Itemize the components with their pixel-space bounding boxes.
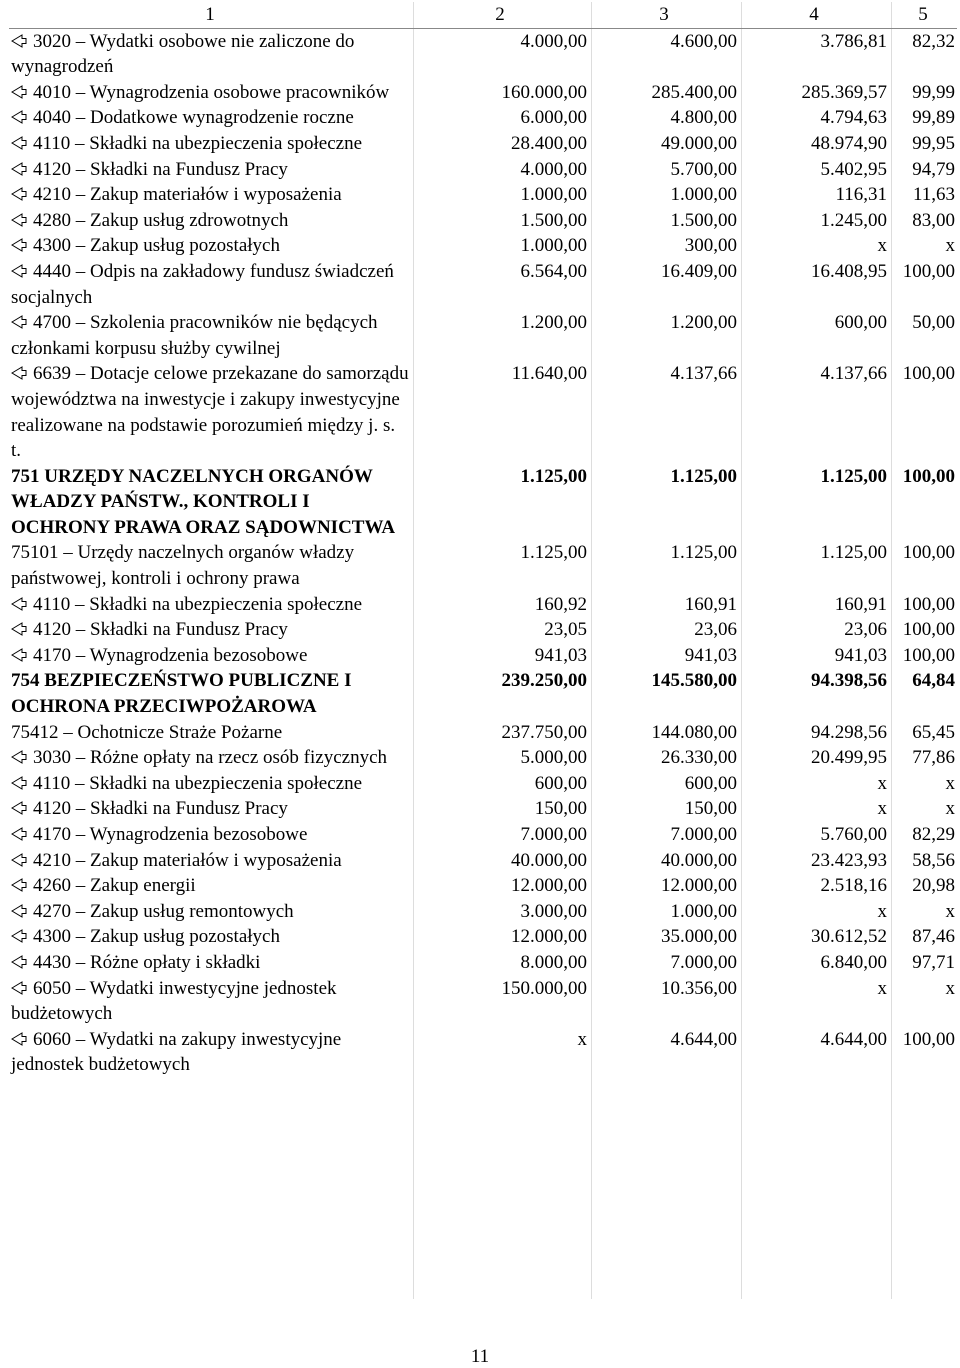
table-row bbox=[9, 28, 957, 80]
value-cell-c2: 600,00 bbox=[534, 772, 587, 794]
row-label-cell bbox=[9, 924, 411, 950]
arrow-bullet-icon bbox=[11, 981, 27, 995]
value-cell-c5: 99,89 bbox=[912, 107, 955, 129]
value-cell-c4: 1.125,00 bbox=[820, 542, 887, 564]
row-label: 6639 – Dotacje celowe przekazane do samorządu województwa na inwestycje i zakupy inwestycyjne realizowane na podstawie porozumień między j. s. t. bbox=[11, 363, 409, 462]
row-label: 4040 – Dodatkowe wynagrodzenie roczne bbox=[33, 107, 354, 129]
row-label-cell bbox=[9, 643, 411, 669]
value-cell-c5: 100,00 bbox=[902, 465, 955, 487]
arrow-bullet-icon bbox=[11, 187, 27, 201]
header-cell: 1 bbox=[9, 2, 411, 28]
value-cell-c2: 1.125,00 bbox=[520, 465, 587, 487]
row-label-cell bbox=[9, 259, 411, 310]
arrow-bullet-icon bbox=[11, 315, 27, 329]
table-row bbox=[9, 182, 957, 208]
value-cell-c3: 1.500,00 bbox=[670, 209, 737, 231]
value-cell-c4: 48.974,90 bbox=[811, 132, 887, 154]
value-cell-c4: 94.298,56 bbox=[811, 721, 887, 743]
table-row bbox=[9, 208, 957, 234]
row-label-cell bbox=[9, 668, 411, 719]
value-cell-c3: 4.800,00 bbox=[670, 107, 737, 129]
row-label: 754 BEZPIECZEŃSTWO PUBLICZNE I OCHRONA PRZECIWPOŻAROWA bbox=[11, 670, 352, 718]
row-label: 4280 – Zakup usług zdrowotnych bbox=[33, 209, 289, 231]
row-label-cell bbox=[9, 28, 411, 80]
value-cell-c2: 3.000,00 bbox=[520, 900, 587, 922]
row-label-cell bbox=[9, 822, 411, 848]
row-label-cell bbox=[9, 540, 411, 591]
arrow-bullet-icon bbox=[11, 929, 27, 943]
arrow-bullet-icon bbox=[11, 597, 27, 611]
value-cell-c4: x bbox=[877, 977, 887, 999]
value-cell-c2: 160.000,00 bbox=[501, 81, 587, 103]
value-cell-c4: 4.137,66 bbox=[820, 363, 887, 385]
row-label: 3020 – Wydatki osobowe nie zaliczone do wynagrodzeń bbox=[11, 30, 355, 78]
row-label: 4110 – Składki na ubezpieczenia społeczne bbox=[33, 772, 363, 794]
row-label-cell bbox=[9, 848, 411, 874]
value-cell-c5: 58,56 bbox=[912, 849, 955, 871]
value-cell-c4: 941,03 bbox=[834, 644, 887, 666]
row-label-cell bbox=[9, 182, 411, 208]
row-label: 4300 – Zakup usług pozostałych bbox=[33, 926, 280, 948]
table-row bbox=[9, 361, 957, 463]
value-cell-c4: x bbox=[877, 772, 887, 794]
value-cell-c3: 40.000,00 bbox=[661, 849, 737, 871]
row-label-cell bbox=[9, 157, 411, 183]
arrow-bullet-icon bbox=[11, 213, 27, 227]
value-cell-c3: 1.125,00 bbox=[670, 542, 737, 564]
table-row bbox=[9, 848, 957, 874]
table-row bbox=[9, 131, 957, 157]
value-cell-c2: 150,00 bbox=[534, 798, 587, 820]
table-row bbox=[9, 233, 957, 259]
table-row bbox=[9, 924, 957, 950]
value-cell-c5: 100,00 bbox=[902, 1028, 955, 1050]
arrow-bullet-icon bbox=[11, 801, 27, 815]
row-label: 4110 – Składki na ubezpieczenia społeczne bbox=[33, 593, 363, 615]
arrow-bullet-icon bbox=[11, 648, 27, 662]
value-cell-c4: 16.408,95 bbox=[811, 260, 887, 282]
value-cell-c2: 150.000,00 bbox=[501, 977, 587, 999]
value-cell-c5: 65,45 bbox=[912, 721, 955, 743]
table-row bbox=[9, 80, 957, 106]
value-cell-c3: 7.000,00 bbox=[670, 824, 737, 845]
value-cell-c5: 82,32 bbox=[912, 30, 955, 52]
value-cell-c3: 49.000,00 bbox=[661, 132, 737, 154]
row-label: 4440 – Odpis na zakładowy fundusz świadczeń socjalnych bbox=[11, 260, 394, 308]
value-cell-c3: 5.700,00 bbox=[670, 158, 737, 180]
row-label: 4430 – Różne opłaty i składki bbox=[33, 951, 261, 973]
value-cell-c4: 23,06 bbox=[844, 619, 887, 641]
row-label-cell bbox=[9, 1027, 411, 1078]
row-label: 4010 – Wynagrodzenia osobowe pracowników bbox=[33, 81, 390, 103]
row-label: 751 URZĘDY NACZELNYCH ORGANÓW WŁADZY PAŃSTW., KONTROLI I OCHRONY PRAWA ORAZ SĄDOWNICTWA bbox=[11, 465, 396, 538]
arrow-bullet-icon bbox=[11, 776, 27, 790]
value-cell-c5: 83,00 bbox=[912, 209, 955, 231]
table-row bbox=[9, 105, 957, 131]
value-cell-c4: 3.786,81 bbox=[820, 30, 887, 52]
value-cell-c3: 1.000,00 bbox=[670, 184, 737, 206]
value-cell-c3: 150,00 bbox=[684, 798, 737, 820]
value-cell-c3: 4.644,00 bbox=[670, 1028, 737, 1050]
row-label-cell bbox=[9, 105, 411, 131]
value-cell-c3: 10.356,00 bbox=[661, 977, 737, 999]
value-cell-c4: 94.398,56 bbox=[811, 670, 887, 692]
value-cell-c4: 285.369,57 bbox=[801, 81, 887, 103]
value-cell-c4: 1.245,00 bbox=[820, 209, 887, 231]
value-cell-c3: 1.125,00 bbox=[670, 465, 737, 487]
table-row bbox=[9, 796, 957, 822]
value-cell-c5: 99,95 bbox=[912, 132, 955, 154]
table-row bbox=[9, 668, 957, 719]
row-label-cell bbox=[9, 592, 411, 618]
value-cell-c3: 35.000,00 bbox=[661, 926, 737, 948]
value-cell-c5: 11,63 bbox=[912, 184, 955, 206]
value-cell-c5: 99,99 bbox=[912, 81, 955, 103]
value-cell-c3: 285.400,00 bbox=[651, 81, 737, 103]
value-cell-c5: 64,84 bbox=[912, 670, 955, 692]
table-row bbox=[9, 592, 957, 618]
value-cell-c4: x bbox=[877, 798, 887, 820]
arrow-bullet-icon bbox=[11, 622, 27, 636]
value-cell-c5: 100,00 bbox=[902, 644, 955, 666]
value-cell-c4: 23.423,93 bbox=[811, 849, 887, 871]
value-cell-c4: 6.840,00 bbox=[820, 951, 887, 973]
table-row bbox=[9, 950, 957, 976]
value-cell-c4: 4.644,00 bbox=[820, 1028, 887, 1050]
table-row bbox=[9, 617, 957, 643]
page-number: 11 bbox=[470, 1346, 490, 1367]
row-label-cell bbox=[9, 80, 411, 106]
value-cell-c2: 1.500,00 bbox=[520, 209, 587, 231]
table-row bbox=[9, 745, 957, 771]
value-cell-c5: 100,00 bbox=[902, 260, 955, 282]
value-cell-c4: 30.612,52 bbox=[811, 926, 887, 948]
table-row bbox=[9, 720, 957, 746]
row-label: 6050 – Wydatki inwestycyjne jednostek budżetowych bbox=[11, 977, 337, 1025]
row-label: 4120 – Składki na Fundusz Pracy bbox=[33, 619, 288, 641]
arrow-bullet-icon bbox=[11, 264, 27, 278]
value-cell-c4: 20.499,95 bbox=[811, 747, 887, 769]
header-row bbox=[9, 2, 957, 28]
value-cell-c3: 1.000,00 bbox=[670, 900, 737, 922]
value-cell-c5: x bbox=[945, 235, 955, 257]
row-label: 4170 – Wynagrodzenia bezosobowe bbox=[33, 644, 308, 666]
table-row bbox=[9, 310, 957, 361]
value-cell-c4: 4.794,63 bbox=[820, 107, 887, 129]
value-cell-c3: 4.137,66 bbox=[670, 363, 737, 385]
table-row bbox=[9, 899, 957, 925]
value-cell-c3: 300,00 bbox=[684, 235, 737, 257]
value-cell-c3: 12.000,00 bbox=[661, 875, 737, 897]
table-row bbox=[9, 976, 957, 1027]
value-cell-c2: 28.400,00 bbox=[511, 132, 587, 154]
value-cell-c5: 50,00 bbox=[912, 312, 955, 334]
row-label-cell bbox=[9, 617, 411, 643]
row-label-cell bbox=[9, 233, 411, 259]
value-cell-c2: 4.000,00 bbox=[520, 158, 587, 180]
value-cell-c4: 2.518,16 bbox=[820, 875, 887, 897]
row-label: 4110 – Składki na ubezpieczenia społeczne bbox=[33, 132, 363, 154]
value-cell-c3: 600,00 bbox=[684, 772, 737, 794]
row-label-cell bbox=[9, 976, 411, 1027]
row-label: 4120 – Składki na Fundusz Pracy bbox=[33, 798, 288, 820]
value-cell-c4: 1.125,00 bbox=[820, 465, 887, 487]
table-row bbox=[9, 259, 957, 310]
value-cell-c2: 11.640,00 bbox=[511, 363, 587, 385]
row-label: 4260 – Zakup energii bbox=[33, 875, 196, 897]
value-cell-c4: 5.760,00 bbox=[820, 824, 887, 845]
value-cell-c2: 8.000,00 bbox=[520, 951, 587, 973]
row-label-cell bbox=[9, 208, 411, 234]
arrow-bullet-icon bbox=[11, 366, 27, 380]
value-cell-c5: 97,71 bbox=[912, 951, 955, 973]
value-cell-c3: 160,91 bbox=[684, 593, 737, 615]
row-label: 4300 – Zakup usług pozostałych bbox=[33, 235, 280, 257]
row-label-cell bbox=[9, 310, 411, 361]
value-cell-c2: 23,05 bbox=[544, 619, 587, 641]
value-cell-c5: x bbox=[945, 900, 955, 922]
table-row bbox=[9, 771, 957, 797]
row-label-cell bbox=[9, 950, 411, 976]
table-row bbox=[9, 822, 957, 848]
value-cell-c2: 7.000,00 bbox=[520, 824, 587, 845]
header-cell: 5 bbox=[889, 2, 957, 28]
value-cell-c4: 116,31 bbox=[835, 184, 887, 206]
value-cell-c2: 239.250,00 bbox=[501, 670, 587, 692]
table-row bbox=[9, 643, 957, 669]
value-cell-c5: x bbox=[945, 772, 955, 794]
header-cell: 2 bbox=[411, 2, 589, 28]
row-label: 4210 – Zakup materiałów i wyposażenia bbox=[33, 849, 342, 871]
header-cell: 3 bbox=[589, 2, 739, 28]
arrow-bullet-icon bbox=[11, 238, 27, 252]
value-cell-c2: 1.200,00 bbox=[520, 312, 587, 334]
row-label-cell bbox=[9, 899, 411, 925]
value-cell-c3: 4.600,00 bbox=[670, 30, 737, 52]
value-cell-c5: 82,29 bbox=[912, 824, 955, 845]
row-label-cell bbox=[9, 771, 411, 797]
arrow-bullet-icon bbox=[11, 853, 27, 867]
value-cell-c3: 145.580,00 bbox=[651, 670, 737, 692]
value-cell-c2: 6.564,00 bbox=[520, 260, 587, 282]
row-label: 4210 – Zakup materiałów i wyposażenia bbox=[33, 184, 342, 206]
value-cell-c3: 23,06 bbox=[694, 619, 737, 641]
value-cell-c4: 600,00 bbox=[834, 312, 887, 334]
row-label-cell bbox=[9, 796, 411, 822]
arrow-bullet-icon bbox=[11, 750, 27, 764]
value-cell-c5: 100,00 bbox=[902, 593, 955, 615]
value-cell-c3: 1.200,00 bbox=[670, 312, 737, 334]
value-cell-c3: 16.409,00 bbox=[661, 260, 737, 282]
arrow-bullet-icon bbox=[11, 878, 27, 892]
budget-table bbox=[9, 2, 957, 1078]
value-cell-c2: 1.000,00 bbox=[520, 235, 587, 257]
value-cell-c2: 237.750,00 bbox=[501, 721, 587, 743]
table-row bbox=[9, 540, 957, 591]
value-cell-c2: 6.000,00 bbox=[520, 107, 587, 129]
table-row bbox=[9, 873, 957, 899]
arrow-bullet-icon bbox=[11, 1032, 27, 1046]
value-cell-c2: 40.000,00 bbox=[511, 849, 587, 871]
value-cell-c5: 77,86 bbox=[912, 747, 955, 769]
row-label: 4700 – Szkolenia pracowników nie będących członkami korpusu służby cywilnej bbox=[11, 312, 378, 359]
row-label-cell bbox=[9, 720, 411, 746]
arrow-bullet-icon bbox=[11, 955, 27, 969]
row-label: 75101 – Urzędy naczelnych organów władzy państwowej, kontroli i ochrony prawa bbox=[11, 542, 355, 590]
value-cell-c4: 160,91 bbox=[834, 593, 887, 615]
row-label: 3030 – Różne opłaty na rzecz osób fizycznych bbox=[33, 747, 388, 769]
arrow-bullet-icon bbox=[11, 827, 27, 841]
arrow-bullet-icon bbox=[11, 85, 27, 99]
value-cell-c5: 87,46 bbox=[912, 926, 955, 948]
table-row bbox=[9, 157, 957, 183]
value-cell-c2: x bbox=[577, 1028, 587, 1050]
value-cell-c5: 100,00 bbox=[902, 619, 955, 641]
value-cell-c2: 4.000,00 bbox=[520, 30, 587, 52]
value-cell-c3: 941,03 bbox=[684, 644, 737, 666]
value-cell-c3: 144.080,00 bbox=[651, 721, 737, 743]
value-cell-c4: x bbox=[877, 235, 887, 257]
row-label: 4270 – Zakup usług remontowych bbox=[33, 900, 294, 922]
arrow-bullet-icon bbox=[11, 110, 27, 124]
value-cell-c5: 94,79 bbox=[912, 158, 955, 180]
value-cell-c5: 100,00 bbox=[902, 363, 955, 385]
row-label-cell bbox=[9, 131, 411, 157]
row-label-cell bbox=[9, 464, 411, 541]
table-row bbox=[9, 1027, 957, 1078]
value-cell-c2: 1.000,00 bbox=[520, 184, 587, 206]
value-cell-c3: 7.000,00 bbox=[670, 951, 737, 973]
value-cell-c2: 5.000,00 bbox=[520, 747, 587, 769]
arrow-bullet-icon bbox=[11, 136, 27, 150]
row-label: 6060 – Wydatki na zakupy inwestycyjne jednostek budżetowych bbox=[11, 1028, 342, 1076]
value-cell-c5: x bbox=[945, 798, 955, 820]
arrow-bullet-icon bbox=[11, 162, 27, 176]
value-cell-c4: 5.402,95 bbox=[820, 158, 887, 180]
value-cell-c5: 100,00 bbox=[902, 542, 955, 564]
arrow-bullet-icon bbox=[11, 34, 27, 48]
value-cell-c2: 12.000,00 bbox=[511, 926, 587, 948]
value-cell-c2: 160,92 bbox=[534, 593, 587, 615]
value-cell-c5: x bbox=[945, 977, 955, 999]
value-cell-c5: 20,98 bbox=[912, 875, 955, 897]
header-cell: 4 bbox=[739, 2, 889, 28]
value-cell-c3: 26.330,00 bbox=[661, 747, 737, 769]
value-cell-c2: 12.000,00 bbox=[511, 875, 587, 897]
arrow-bullet-icon bbox=[11, 904, 27, 918]
row-label: 4120 – Składki na Fundusz Pracy bbox=[33, 158, 288, 180]
row-label-cell bbox=[9, 873, 411, 899]
row-label-cell bbox=[9, 745, 411, 771]
row-label-cell bbox=[9, 361, 411, 463]
row-label: 4170 – Wynagrodzenia bezosobowe bbox=[33, 824, 308, 845]
table-row bbox=[9, 464, 957, 541]
value-cell-c4: x bbox=[877, 900, 887, 922]
value-cell-c2: 1.125,00 bbox=[520, 542, 587, 564]
row-label: 75412 – Ochotnicze Straże Pożarne bbox=[11, 721, 283, 743]
value-cell-c2: 941,03 bbox=[534, 644, 587, 666]
